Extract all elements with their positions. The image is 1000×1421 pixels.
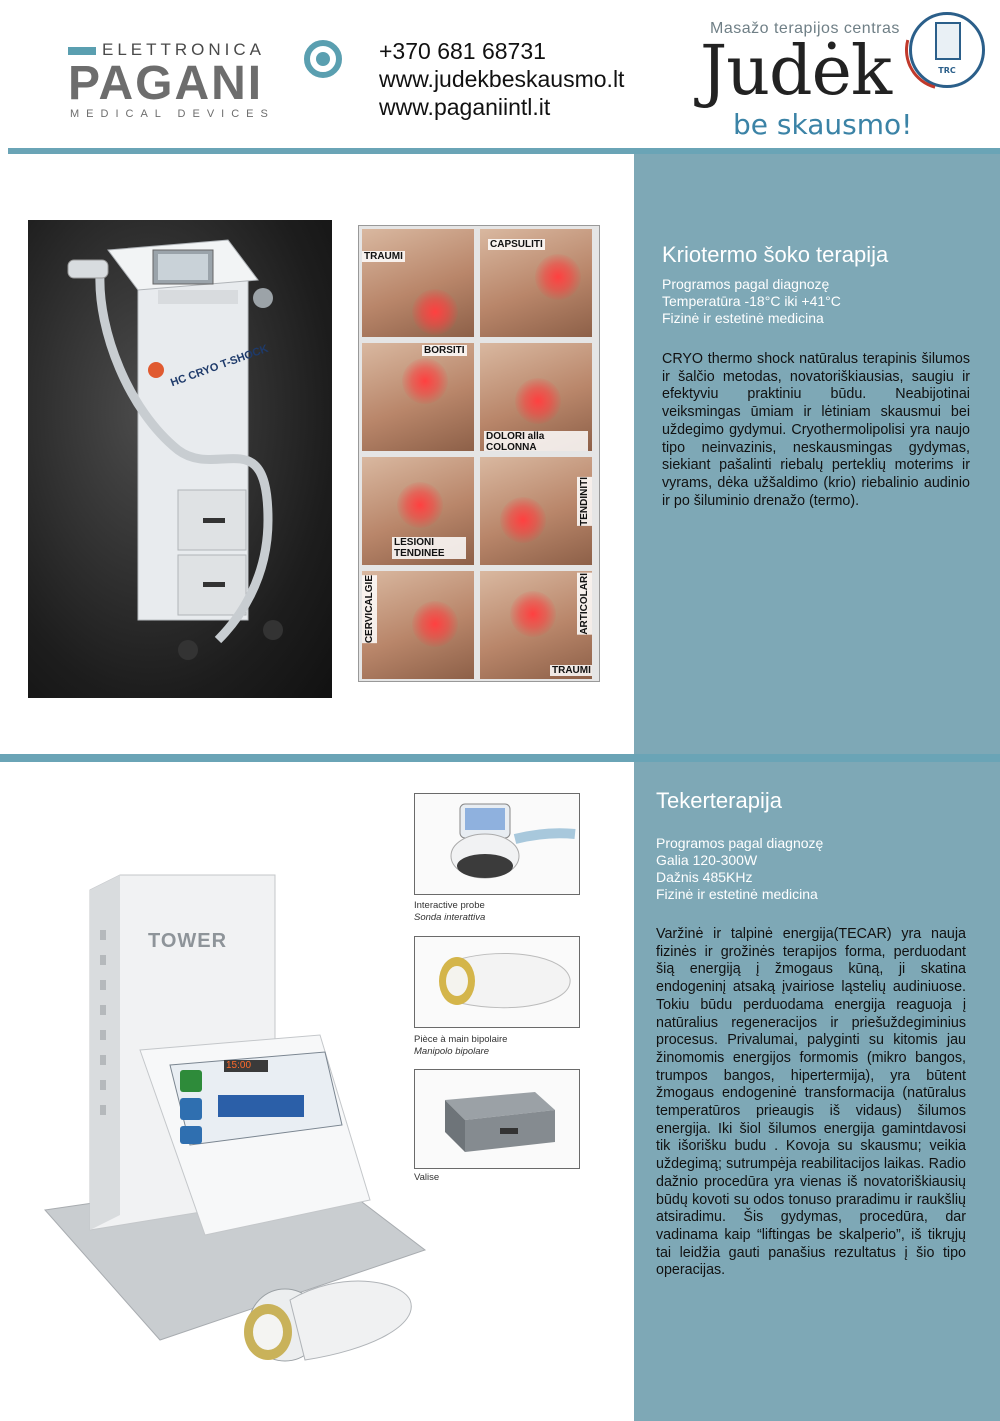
pain-area-label: CAPSULITI	[490, 239, 543, 250]
bipolar-handpiece-caption	[414, 1034, 507, 1058]
pagani-logo-tagline: MEDICAL DEVICES	[70, 108, 275, 120]
case-thumb	[414, 1069, 580, 1169]
cryo-info-panel	[634, 154, 1000, 754]
cryo-spec-item: Programos pagal diagnozę	[662, 276, 830, 292]
pain-area-cell	[480, 343, 592, 451]
pain-area-label: ARTICOLARI	[579, 573, 590, 635]
pain-area-cell	[362, 571, 474, 679]
pain-area-label: TRAUMI	[364, 251, 403, 262]
contact-web-judek[interactable]: www.judekbeskausmo.lt	[379, 66, 625, 92]
cryo-title: Kriotermo šoko terapija	[662, 242, 889, 267]
tecar-description: Varžinė ir talpinė energija(TECAR) yra nauja fizinės ir grožinės terapijos forma, perduodant šią energiją į žmogaus kūną, ji skatina endogeninį atsaką įvairiose ląstelių audiniuose. Tokiu būdu perduodama energija reaguoja į natūralius regeneracijos ir priešuždegiminius procesus. Privalumai, palyginti su kitomis jau žinomomis energijos formomis (mikro bangos, trumpos bangos, hipertermija), yra būtent žmogaus endogeninė transformacija (natūralus temperatūros prieaugis iš vidaus) šilumos energija. Iki šiol šilumos energija gamintdavosi tik išorišku budu . Kovoja su skausmu; veikia uždegimą; sutrumpėja reabilitacijos laikas. Radio dažnio procedūra yra vienas iš novatoriškiausių būdų kovoti su odos tonuso praradimu ir raukšlių atsiradimu. Šis gydymas, procedūra, dar vadinama kaip “liftingas be skalperio”, iš tikrųjų tai leidžia gauti panašius rezultatus į šio tipo operacijas.	[656, 926, 966, 1279]
pagani-mark-dot-icon	[316, 52, 330, 66]
pain-area-cell	[480, 457, 592, 565]
pain-area-label: DOLORI alla COLONNA	[484, 431, 588, 451]
section-divider	[0, 754, 1000, 762]
pain-area-cell	[480, 229, 592, 337]
tecar-specs	[656, 835, 823, 903]
cryo-specs	[662, 276, 841, 327]
caption-line: Pièce à main bipolaire	[414, 1034, 508, 1045]
judek-logo-name: Judėk	[700, 32, 892, 111]
bipolar-handpiece-thumb	[414, 936, 580, 1028]
pagani-logo-brand: PAGANI	[68, 57, 264, 110]
contact-web-pagani[interactable]: www.paganiintl.it	[379, 94, 551, 120]
caption-line: Manipolo bipolare	[414, 1046, 489, 1057]
cryo-spec-item: Temperatūra -18°C iki +41°C	[662, 293, 841, 309]
pain-area-label: CERVICALGIE	[364, 575, 375, 644]
tower-device-photo	[40, 870, 430, 1370]
badge-code: TRC	[938, 66, 956, 75]
cryo-description: CRYO thermo shock natūralus terapinis šilumos ir šalčio metodas, novatoriškiausias, saugiu ir efektyviu praktiniu būdu. Neabijotinai veiksmingas ūmiam ir lėtiniam skausmui bei uždegimo gydymui. Cryothermolipolisi yra naujo tipo neinvazinis, neskausmingas gydymas, siekiant pašalinti riebalų perteklių moterims ir vyrams, dėka užšaldimo (krio) riebalinio audinio ir po šiluminio drenažo (termo).	[662, 351, 970, 509]
pain-area-cell	[480, 571, 592, 679]
case-caption: Valise	[414, 1172, 440, 1183]
pain-area-cell	[362, 229, 474, 337]
pain-area-label: TRAUMI	[552, 665, 591, 676]
tecar-spec-item: Programos pagal diagnozę	[656, 835, 824, 851]
tower-screen-time: 15:00	[226, 1060, 252, 1071]
cryo-device-photo	[28, 220, 332, 698]
pain-area-label: TENDINITI	[579, 477, 590, 526]
pain-areas-grid	[358, 225, 600, 682]
device-label: HC CRYO T-SHOCK	[169, 342, 270, 390]
tower-brand: TOWER	[148, 930, 228, 952]
interactive-probe-caption	[414, 900, 485, 924]
vitruvian-icon	[935, 22, 961, 60]
pagani-logo-line1: ELETTRONICA	[68, 40, 265, 60]
tecar-spec-item: Dažnis 485KHz	[656, 869, 753, 885]
pain-area-label: LESIONI TENDINEE	[392, 537, 466, 559]
tecar-info-panel	[634, 762, 1000, 1421]
judek-tagline: Masažo terapijos centras	[710, 20, 900, 37]
pagani-logo	[68, 40, 338, 125]
contact-phone: +370 681 68731	[379, 38, 546, 64]
contact-block	[379, 37, 624, 121]
caption-line: Sonda interattiva	[414, 912, 486, 923]
pain-area-cell	[362, 457, 474, 565]
pain-area-cell	[362, 343, 474, 451]
pain-area-label: BORSITI	[424, 345, 465, 356]
judek-logo-sub: be skausmo!	[733, 108, 913, 141]
tecar-spec-item: Fizinė ir estetinė medicina	[656, 886, 818, 902]
cryo-spec-item: Fizinė ir estetinė medicina	[662, 310, 824, 326]
interactive-probe-thumb	[414, 793, 580, 895]
tecar-title: Tekerterapija	[656, 788, 782, 813]
caption-line: Interactive probe	[414, 900, 485, 911]
tecar-spec-item: Galia 120-300W	[656, 852, 758, 868]
